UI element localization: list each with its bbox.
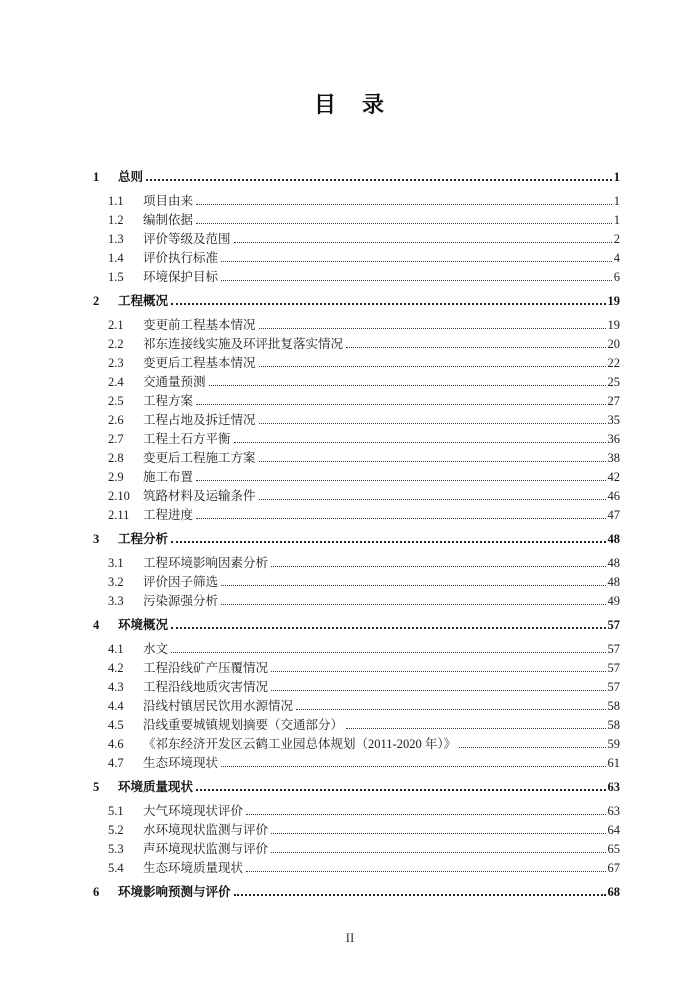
toc-entry [93,754,620,773]
toc-entry [93,616,620,635]
toc-entry-page: 61 [607,756,620,770]
toc-entry-title: 生态环境现状 [143,756,219,770]
toc-entry-page: 4 [613,251,620,265]
toc-entry-title: 工程分析 [118,532,169,546]
toc-entry-number: 4.1 [108,642,124,656]
toc-entry-page: 2 [613,232,620,246]
toc-entry [93,373,620,392]
toc-entry-number: 6 [93,885,100,899]
toc-entry-page: 20 [607,337,620,351]
dot-leader [196,518,605,519]
toc-entry [93,192,620,211]
toc-entry [93,859,620,878]
toc-entry-title: 生态环境质量现状 [143,861,244,875]
dot-leader [221,261,612,262]
toc-entry-number: 1.2 [108,213,124,227]
toc-entry-number: 5.1 [108,804,124,818]
toc-entry [93,530,620,549]
toc-entry-title: 工程土石方平衡 [143,432,231,446]
toc-entry [93,392,620,411]
toc-entry-number: 1.5 [108,270,124,284]
toc-entry [93,292,620,311]
toc-entry-page: 38 [607,451,620,465]
toc-entry-page: 57 [607,661,620,675]
toc-entry-page: 22 [607,356,620,370]
dot-leader [259,328,606,329]
page-title: 目 录 [313,92,386,117]
toc-entry-title: 工程方案 [143,394,194,408]
toc-entry [93,840,620,859]
dot-leader [209,385,606,386]
toc-entry-title: 工程沿线矿产压覆情况 [143,661,269,675]
dot-leader [196,480,605,481]
toc-entry-title: 工程进度 [143,508,194,522]
toc-entry-number: 3.3 [108,594,124,608]
dot-leader [221,280,612,281]
toc-entry-page: 67 [607,861,620,875]
toc-entry [93,573,620,592]
toc-entry-number: 4.6 [108,737,124,751]
toc-entry-number: 2.10 [108,489,130,503]
dot-leader [346,728,605,729]
toc-entry [93,316,620,335]
toc-entry-page: 25 [607,375,620,389]
toc-entry-page: 63 [607,780,620,794]
toc-entry-title: 沿线重要城镇规划摘要（交通部分） [143,718,344,732]
toc-entry-number: 5.4 [108,861,124,875]
toc-entry [93,168,620,187]
toc-entry-page: 36 [607,432,620,446]
dot-leader [271,566,605,567]
toc-entry-title: 祁东连接线实施及环评批复落实情况 [143,337,344,351]
toc-entry-number: 1 [93,170,100,184]
toc-entry-number: 4.4 [108,699,124,713]
toc-entry-title: 筑路材料及运输条件 [143,489,256,503]
toc-entry-number: 5.2 [108,823,124,837]
toc-entry-number: 5 [93,780,100,794]
toc-entry-title: 评价等级及范围 [143,232,231,246]
dot-leader [146,179,612,181]
toc-entry-page: 35 [607,413,620,427]
toc-entry [93,678,620,697]
dot-leader [259,423,606,424]
dot-leader [234,894,606,896]
dot-leader [196,404,605,405]
toc-entry-number: 2.5 [108,394,124,408]
toc-entry [93,211,620,230]
toc-entry [93,335,620,354]
toc-entry-title: 环境概况 [118,618,169,632]
toc-entry-title: 项目由来 [143,194,194,208]
toc-entry-number: 2.6 [108,413,124,427]
toc-entry-page: 65 [607,842,620,856]
toc-entry-title: 变更后工程基本情况 [143,356,256,370]
dot-leader [459,747,605,748]
toc-entry [93,468,620,487]
toc-entry [93,354,620,373]
toc-entry-number: 3.1 [108,556,124,570]
dot-leader [171,627,605,629]
toc-entry-page: 42 [607,470,620,484]
dot-leader [196,223,612,224]
toc-entry-number: 2.2 [108,337,124,351]
toc-entry-page: 48 [607,556,620,570]
toc-entry-title: 工程沿线地质灾害情况 [143,680,269,694]
toc-entry-title: 环境保护目标 [143,270,219,284]
toc-entry-title: 水文 [143,642,169,656]
dot-leader [271,852,605,853]
toc-entry [93,592,620,611]
toc-entry-page: 48 [607,532,620,546]
dot-leader [196,204,612,205]
dot-leader [259,461,606,462]
toc-entry-number: 2.4 [108,375,124,389]
toc-entry [93,249,620,268]
dot-leader [271,833,605,834]
dot-leader [271,690,605,691]
toc-entry [93,659,620,678]
toc-entry-page: 27 [607,394,620,408]
toc-entry-number: 1.4 [108,251,124,265]
toc-entry-page: 1 [613,213,620,227]
toc-entry-number: 3.2 [108,575,124,589]
toc-entry [93,883,620,902]
toc-entry-title: 水环境现状监测与评价 [143,823,269,837]
toc-entry-number: 4.3 [108,680,124,694]
toc-entry [93,802,620,821]
dot-leader [196,789,605,791]
toc-entry-number: 1.1 [108,194,124,208]
dot-leader [259,499,606,500]
toc-entry-page: 48 [607,575,620,589]
toc-entry-page: 19 [607,318,620,332]
page-footer-number: II [345,930,355,945]
toc-entry [93,697,620,716]
dot-leader [171,541,605,543]
toc-entry-number: 1.3 [108,232,124,246]
toc-entry-page: 64 [607,823,620,837]
toc-entry-title: 总则 [118,170,144,184]
toc-entry-page: 46 [607,489,620,503]
toc-entry-title: 工程占地及拆迁情况 [143,413,256,427]
toc-entry-page: 58 [607,718,620,732]
toc-entry [93,554,620,573]
toc-entry-page: 47 [607,508,620,522]
toc-entry-title: 环境质量现状 [118,780,194,794]
dot-leader [221,585,605,586]
toc-entry-title: 《祁东经济开发区云鹤工业园总体规划（2011-2020 年）》 [143,737,457,751]
dot-leader [171,303,605,305]
toc-entry-number: 2.3 [108,356,124,370]
toc-entry-number: 4.2 [108,661,124,675]
toc-entry-title: 评价因子筛选 [143,575,219,589]
toc-entry-title: 工程环境影响因素分析 [143,556,269,570]
toc-entry [93,821,620,840]
toc-entry-page: 1 [613,194,620,208]
toc-entry-number: 2.1 [108,318,124,332]
toc-entry-number: 2.11 [108,508,130,522]
dot-leader [246,814,605,815]
dot-leader [234,242,612,243]
toc-entry-number: 2 [93,294,100,308]
toc-entry [93,716,620,735]
dot-leader [296,709,605,710]
toc-list [93,163,620,907]
toc-entry [93,778,620,797]
toc-entry-title: 沿线村镇居民饮用水源情况 [143,699,294,713]
dot-leader [346,347,605,348]
toc-entry-page: 57 [607,642,620,656]
toc-entry-page: 68 [607,885,620,899]
toc-entry-title: 环境影响预测与评价 [118,885,231,899]
toc-entry-number: 5.3 [108,842,124,856]
toc-entry-page: 58 [607,699,620,713]
dot-leader [221,604,605,605]
toc-entry [93,230,620,249]
toc-entry [93,506,620,525]
toc-entry-title: 变更前工程基本情况 [143,318,256,332]
dot-leader [271,671,605,672]
toc-entry-number: 2.8 [108,451,124,465]
toc-entry-number: 4.7 [108,756,124,770]
dot-leader [171,652,605,653]
toc-entry [93,411,620,430]
dot-leader [246,871,605,872]
toc-entry-page: 59 [607,737,620,751]
toc-entry-title: 声环境现状监测与评价 [143,842,269,856]
toc-entry-title: 施工布置 [143,470,194,484]
toc-entry-title: 污染源强分析 [143,594,219,608]
dot-leader [259,366,606,367]
dot-leader [221,766,605,767]
toc-entry-title: 工程概况 [118,294,169,308]
toc-entry [93,268,620,287]
toc-entry-page: 57 [607,618,620,632]
toc-entry [93,487,620,506]
toc-entry-number: 4.5 [108,718,124,732]
toc-entry-title: 编制依据 [143,213,194,227]
toc-entry-page: 63 [607,804,620,818]
toc-entry-number: 2.7 [108,432,124,446]
toc-entry-page: 19 [607,294,620,308]
toc-entry-page: 6 [613,270,620,284]
toc-entry [93,449,620,468]
toc-entry [93,640,620,659]
toc-entry-number: 3 [93,532,100,546]
dot-leader [234,442,606,443]
toc-entry-title: 变更后工程施工方案 [143,451,256,465]
toc-entry-title: 大气环境现状评价 [143,804,244,818]
toc-entry-page: 49 [607,594,620,608]
toc-entry [93,735,620,754]
toc-entry-number: 4 [93,618,100,632]
toc-entry-page: 57 [607,680,620,694]
toc-entry-page: 1 [613,170,620,184]
toc-entry [93,430,620,449]
toc-entry-title: 交通量预测 [143,375,206,389]
toc-entry-title: 评价执行标准 [143,251,219,265]
toc-entry-number: 2.9 [108,470,124,484]
